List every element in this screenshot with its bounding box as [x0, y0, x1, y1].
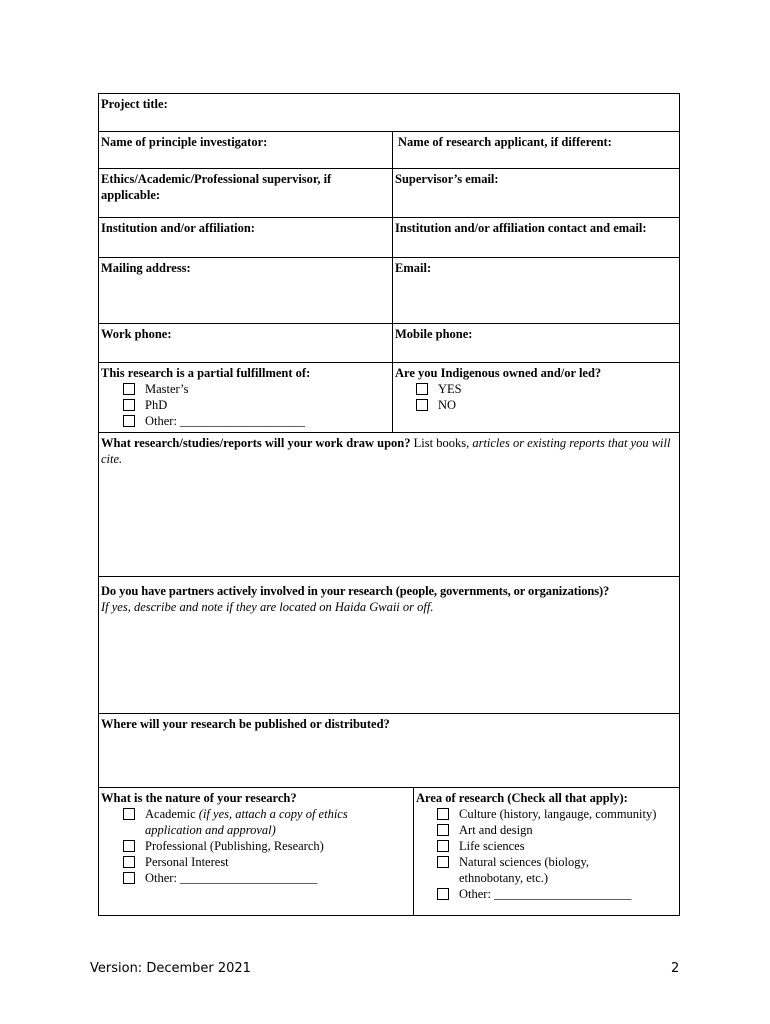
mailing-address-label: Mailing address: [101, 261, 191, 275]
research-application-form [98, 93, 680, 916]
studies-hint-italic: articles or existing reports that you will cite. [101, 436, 671, 466]
mobile-phone-label: Mobile phone: [395, 327, 473, 341]
checkbox-natural[interactable] [437, 856, 449, 868]
project-title-label: Project title: [101, 97, 168, 111]
indigenous-label: Are you Indigenous owned and/or led? [395, 366, 602, 380]
checkbox-no[interactable] [416, 399, 428, 411]
row-investigator [99, 131, 679, 169]
partners-hint: If yes, describe and note if they are located on Haida Gwaii or off. [101, 600, 434, 614]
row-published [99, 713, 679, 788]
checkbox-masters[interactable] [123, 383, 135, 395]
row-supervisor [99, 168, 679, 218]
institution-label: Institution and/or affiliation: [101, 221, 255, 235]
checkbox-academic[interactable] [123, 808, 135, 820]
row-studies [99, 432, 679, 577]
studies-question [101, 435, 673, 577]
principal-investigator-label: Name of principle investigator: [101, 135, 268, 149]
academic-note-line2: application and approval) [145, 823, 276, 837]
row-institution [99, 217, 679, 258]
academic-note-line1: (if yes, attach a copy of ethics [198, 807, 348, 821]
row-nature-area: What is the nature of your research? Academic (if yes, attach a copy of ethics application and approval) Professional (Publishing, Research) Personal Interest Other: ______________________ Area of research (Check all that apply): Culture (history, langauge, community) Art and design Life sciences Natural sciences (biology, ethnobotany, etc.) Other: ______________________ [99, 787, 679, 916]
area-label: Area of research (Check all that apply): [416, 791, 628, 805]
row-project-title [99, 94, 679, 131]
checkbox-nature-other[interactable] [123, 872, 135, 884]
studies-label: What research/studies/reports will your work draw upon? [101, 436, 411, 450]
version-footer: Version: December 2021 [90, 961, 251, 976]
row-fulfillment: This research is a partial fulfillment of: Master’s PhD Other: ____________________ Are you Indigenous owned and/or led? YES NO [99, 362, 679, 433]
row-mailing [99, 257, 679, 324]
studies-hint-plain: List books, [413, 436, 470, 450]
institution-contact-label: Institution and/or affiliation contact and email: [395, 221, 647, 235]
checkbox-phd[interactable] [123, 399, 135, 411]
checkbox-personal[interactable] [123, 856, 135, 868]
research-applicant-label: Name of research applicant, if different: [398, 135, 612, 149]
row-partners [99, 576, 679, 714]
checkbox-professional[interactable] [123, 840, 135, 852]
supervisor-label: Ethics/Academic/Professional supervisor, if applicable: [101, 172, 332, 202]
checkbox-life[interactable] [437, 840, 449, 852]
supervisor-email-label: Supervisor’s email: [395, 172, 499, 186]
natural-sciences-cont: ethnobotany, etc.) [459, 871, 549, 885]
checkbox-fulfillment-other[interactable] [123, 415, 135, 427]
email-label: Email: [395, 261, 432, 275]
row-phones [99, 323, 679, 363]
published-label: Where will your research be published or distributed? [101, 717, 390, 731]
checkbox-yes[interactable] [416, 383, 428, 395]
page-number: 2 [671, 961, 680, 976]
checkbox-art[interactable] [437, 824, 449, 836]
nature-label: What is the nature of your research? [101, 791, 297, 805]
fulfillment-label: This research is a partial fulfillment of: [101, 366, 311, 380]
partners-label: Do you have partners actively involved in your research (people, governments, or organizations)? [101, 584, 610, 598]
work-phone-label: Work phone: [101, 327, 172, 341]
checkbox-culture[interactable] [437, 808, 449, 820]
academic-label: Academic [145, 807, 196, 821]
checkbox-area-other[interactable] [437, 888, 449, 900]
